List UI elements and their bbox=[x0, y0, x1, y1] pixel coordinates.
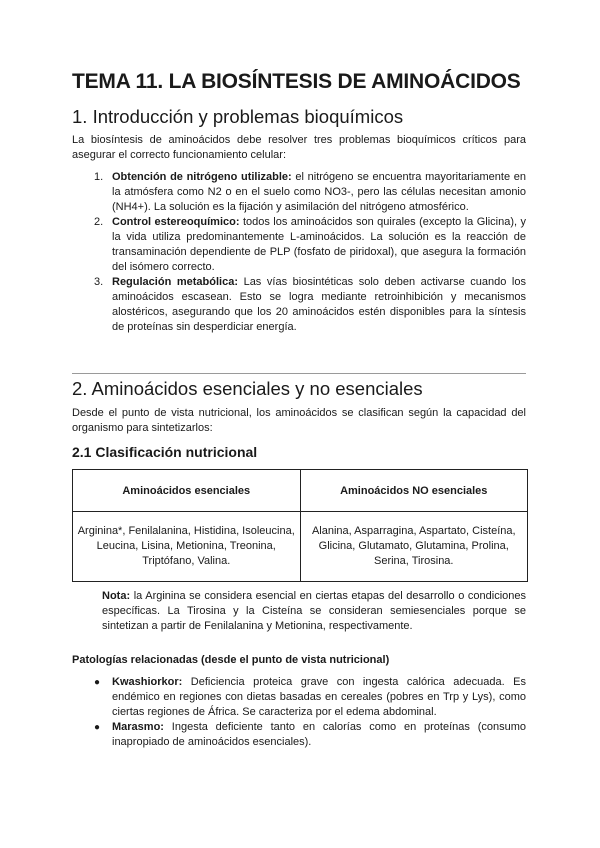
table-header-nonessential: Aminoácidos NO esenciales bbox=[300, 470, 528, 512]
nutrition-note bbox=[102, 589, 526, 634]
problem-text: todos los aminoácidos son quirales (excepto la Glicina), y la vida utiliza predominantemente L-aminoácidos. La solución es la reacción de transaminación dependiente de PLP (fosfato de piridoxal), que asegura la formación del isómero correcto. bbox=[112, 216, 527, 273]
pathology-text: Ingesta deficiente tanto en calorías como en proteínas (consumo inapropiado de aminoácidos esenciales). bbox=[112, 721, 526, 748]
section-1-heading: 1. Introducción y problemas bioquímicos bbox=[72, 106, 404, 127]
table-header-essential: Aminoácidos esenciales bbox=[73, 470, 301, 512]
classification-table bbox=[72, 469, 528, 582]
table-cell-nonessential: Alanina, Asparragina, Aspartato, Cisteína, Glicina, Glutamato, Glutamina, Prolina, Serina, Tirosina. bbox=[300, 512, 528, 582]
section-1-intro: La biosíntesis de aminoácidos debe resolver tres problemas bioquímicos críticos para asegurar el correcto funcionamiento celular: bbox=[72, 134, 526, 161]
table-row bbox=[73, 512, 528, 582]
problem-text: el nitrógeno se encuentra mayoritariamente en la atmósfera como N2 o en el suelo como NO3-, pero las células necesitan amonio (NH4+). La solución es la fijación y asimilación del nitrógeno atmosférico. bbox=[112, 171, 526, 213]
problem-number: 2. bbox=[94, 216, 104, 228]
problem-number: 1. bbox=[94, 171, 104, 183]
section-2-intro: Desde el punto de vista nutricional, los aminoácidos se clasifican según la capacidad del organismo para sintetizarlos: bbox=[72, 407, 526, 434]
bullet-icon: ● bbox=[94, 677, 101, 688]
pathology-text: Deficiencia proteica grave con ingesta calórica adecuada. Es endémico en regiones con dietas basadas en cereales (pobres en Trp y Lys), como ciertas regiones de África. Se caracteriza por el edema abdominal. bbox=[112, 676, 526, 718]
section-2-heading: 2. Aminoácidos esenciales y no esenciales bbox=[72, 378, 423, 399]
pathologies-heading: Patologías relacionadas (desde el punto de vista nutricional) bbox=[72, 654, 390, 666]
note-text: la Arginina se considera esencial en ciertas etapas del desarrollo o condiciones específicas. La Tirosina y la Cisteína se consideran semiesenciales porque se sintetizan a partir de Fenilalanina y Metionina, respectivamente. bbox=[102, 590, 526, 632]
problem-item bbox=[72, 275, 526, 335]
table-cell-essential: Arginina*, Fenilalanina, Histidina, Isoleucina, Leucina, Lisina, Metionina, Treonina, Triptófano, Valina. bbox=[73, 512, 301, 582]
problem-term: Regulación metabólica: bbox=[112, 276, 238, 288]
pathology-item bbox=[72, 675, 526, 720]
pathology-term: Marasmo: bbox=[112, 721, 164, 733]
section-divider bbox=[72, 373, 526, 374]
pathology-term: Kwashiorkor: bbox=[112, 676, 183, 688]
note-label: Nota: bbox=[102, 590, 131, 602]
pathology-item bbox=[72, 720, 526, 750]
problem-item bbox=[72, 215, 526, 275]
problem-term: Obtención de nitrógeno utilizable: bbox=[112, 171, 292, 183]
pathologies-list bbox=[72, 675, 526, 750]
problem-item bbox=[72, 170, 526, 215]
problem-term: Control estereoquímico: bbox=[112, 216, 240, 228]
bullet-icon: ● bbox=[94, 722, 101, 733]
problem-number: 3. bbox=[94, 276, 104, 288]
section-2-1-heading: 2.1 Clasificación nutricional bbox=[72, 444, 258, 460]
problem-text: Las vías biosintéticas solo deben activarse cuando los aminoácidos escasean. Esto se logra mediante retroinhibición y mecanismos alostéricos, asegurando que los 20 aminoácidos estén disponibles para la síntesis de proteínas sin desperdiciar energía. bbox=[112, 276, 526, 333]
section-1-problem-list bbox=[72, 170, 526, 335]
table-header-row bbox=[73, 470, 528, 512]
document-title: TEMA 11. LA BIOSÍNTESIS DE AMINOÁCIDOS bbox=[72, 70, 521, 93]
